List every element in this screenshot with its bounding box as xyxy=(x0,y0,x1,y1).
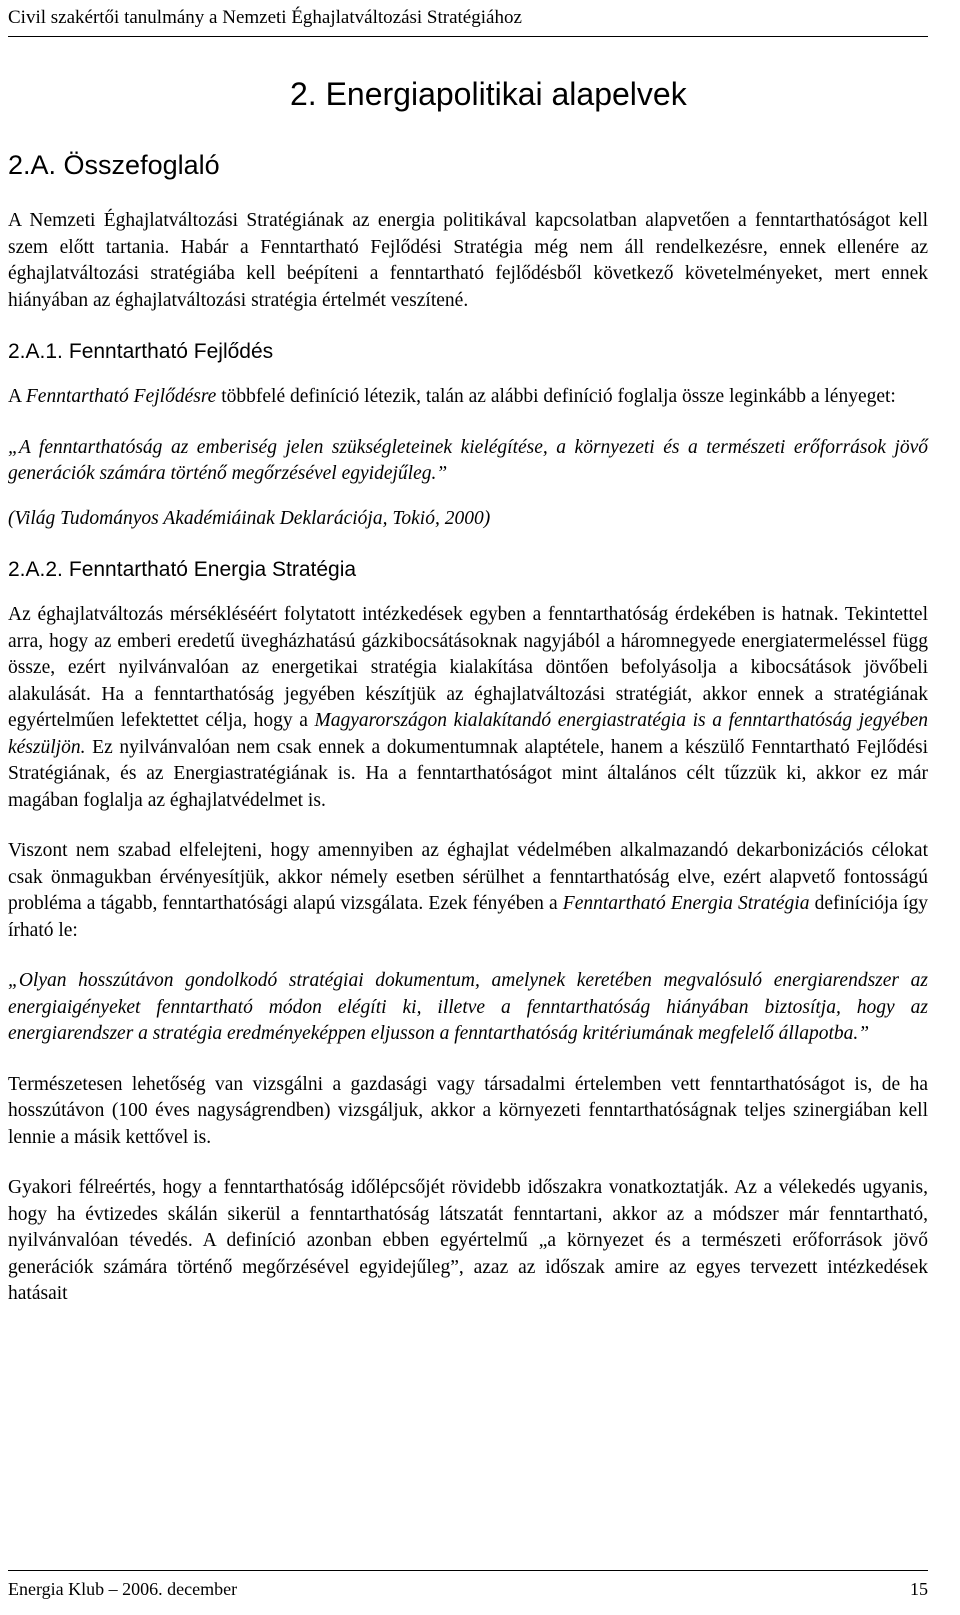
page-number: 15 xyxy=(910,1579,928,1599)
strategy-paragraph-1: Az éghajlatváltozás mérsékléséért folytatott intézkedések egyben a fenntarthatóság érdekében is hatnak. Tekintettel arra, hogy az emberi eredetű üvegházhatású gázkibocsátásoknak nagyjából a háromnegyede energiatermeléssel függ össze, ezért nyilvánvalóan az energetikai stratégia kialakítása döntően befolyásolja a kibocsátások jövőbeli alakulását. Ha a fenntarthatóság jegyében készítjük az éghajlatváltozási stratégiát, akkor ennek a stratégiának egyértelműen lefektettet célja, hogy a Magyarországon kialakítandó energiastratégia is a fenntarthatóság jegyében készüljön. Ez nyilvánvalóan nem csak ennek a dokumentumnak alaptétele, hanem a készülő Fenntartható Fejlődési Stratégiának, és az Energiastratégiának is. Ha a fenntarthatóságot mint általános célt tűzzük ki, akkor ez már magában foglalja az éghajlatvédelmet is. xyxy=(8,604,928,811)
emphasis-energy-strategy: Magyarországon kialakítandó energiastratégia is a fenntarthatóság jegyében készüljön. xyxy=(8,710,928,758)
running-header xyxy=(8,6,928,37)
subsection-title-1: Fenntartható Fejlődés xyxy=(68,340,274,363)
strategy-definition-quote: „Olyan hosszútávon gondolkodó stratégiai dokumentum, amelynek keretében megvalósuló energiarendszer az energiaigényeket fenntartható módon elégíti ki, illetve a fenntarthatóság hiányában biztosítja, hogy az energiarendszer a stratégia eredményeképpen eljusson a fenntarthatóság kritériumának megfelelő állapotba.” xyxy=(8,970,928,1044)
definition-quote: „A fenntarthatóság az emberiség jelen szükségleteinek kielégítése, a környezeti és a természeti erőforrások jövő generációk számára történő megőrzésével egyidejűleg.” xyxy=(8,436,928,484)
document-body xyxy=(8,208,928,1308)
subsection-number-1: 2.A.1. xyxy=(8,340,63,363)
strategy-paragraph-4: Gyakori félreértés, hogy a fenntarthatóság időlépcsőjét rövidebb időszakra vonatkoztatják. Az a vélekedés ugyanis, hogy ha évtizedes skálán sikerül a fenntarthatóság látszatát fenntartani, akkor az a módszer már fenntartható, nyilvánvalóan tévedés. A definíció azonban ebben egyértelmű „a környezet és a természeti erőforrások jövő generációk számára történő megőrzésével egyidejűleg”, azaz az időszak amire az egyes tervezett intézkedések hatásait xyxy=(8,1177,928,1304)
strategy-paragraph-3: Természetesen lehetőség van vizsgálni a gazdasági vagy társadalmi értelemben vett fenntarthatóságot is, de ha hosszútávon (100 éves nagyságrendben) vizsgáljuk, akkor a környezeti fenntarthatóságnak teljes szinergiában kell lennie a másik kettővel is. xyxy=(8,1073,928,1148)
intro-paragraph: A Nemzeti Éghajlatváltozási Stratégiának az energia politikával kapcsolatban alapvetően a fenntarthatóságot kell szem előtt tartania. Habár a Fenntartható Fejlődési Stratégia még nem áll rendelkezésre, ennek ellenére az éghajlatváltozási stratégiába kell beépíteni a fenntartható fejlődésből következő követelményeket, mert ennek hiányában az éghajlatváltozási stratégia értelmét veszítené. xyxy=(8,210,928,311)
page-footer xyxy=(8,1570,928,1601)
subsection-heading-2 xyxy=(8,556,928,584)
chapter-title xyxy=(290,74,687,114)
subsection-heading-1 xyxy=(8,338,928,366)
strategy-paragraph-2: Viszont nem szabad elfelejteni, hogy amennyiben az éghajlat védelmében alkalmazandó dekarbonizációs célokat csak önmagukban érvényesítjük, akkor némely esetben sérülhet a fenntarthatóság elve, ezért alapvető fontosságú probléma a tágabb, fenntarthatósági alapú vizsgálata. Ezek fényében a Fenntartható Energia Stratégia definíciója így írható le: xyxy=(8,840,928,941)
subsection-title-2: Fenntartható Energia Stratégia xyxy=(68,558,357,581)
section-title xyxy=(8,148,220,182)
definition-intro-paragraph: A Fenntartható Fejlődésre többfelé definíció létezik, talán az alábbi definíció foglalja össze leginkább a lényeget: xyxy=(8,386,896,407)
chapter-title-text: Energiapolitikai alapelvek xyxy=(325,76,687,112)
subsection-number-2: 2.A.2. xyxy=(8,558,63,581)
emphasis-sustainable-energy-strategy: Fenntartható Energia Stratégia xyxy=(562,893,810,914)
chapter-number: 2. xyxy=(290,76,317,112)
section-number: 2.A. xyxy=(8,150,57,180)
running-header-title: Civil szakértői tanulmány a Nemzeti Éghajlatváltozási Stratégiához xyxy=(8,7,522,28)
quote-citation: (Világ Tudományos Akadémiáinak Deklarációja, Tokió, 2000) xyxy=(8,507,491,529)
footer-publisher: Energia Klub – 2006. december xyxy=(8,1579,238,1599)
fenntarthato-fejlodes-term: Fenntartható Fejlődésre xyxy=(25,386,217,407)
section-title-text: Összefoglaló xyxy=(63,150,220,180)
